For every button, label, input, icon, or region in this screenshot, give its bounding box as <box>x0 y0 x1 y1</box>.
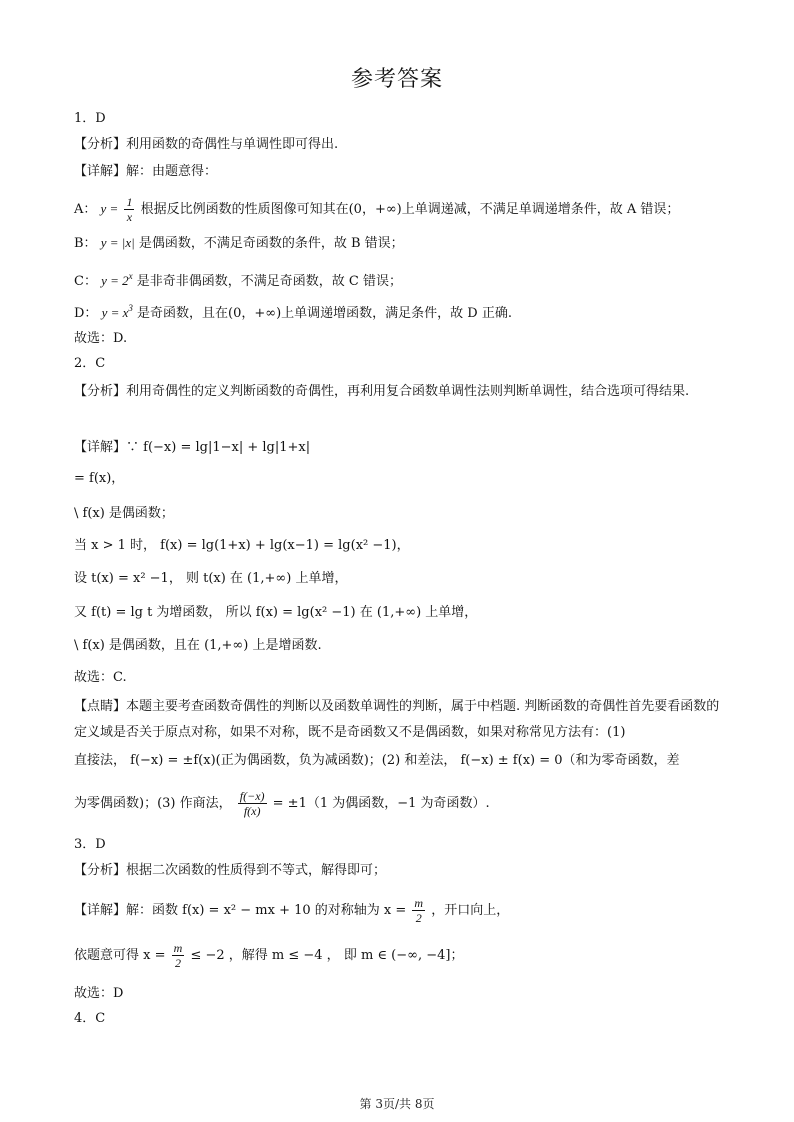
q2-note-3-post: = ±1（1 为偶函数，−1 为奇函数）. <box>272 796 490 811</box>
q1-d-formula: $y = x^3$ <box>101 303 133 320</box>
q2-quotient-fraction: $\frac{f(-x)}{f(x)}$ <box>239 789 265 818</box>
q2-note-3 <box>74 784 724 824</box>
q2-eq: = f(x)， <box>74 471 125 486</box>
q2-also: 又 f(t) = lg t 为增函数， 所以 f(x) = lg(x² −1) 在 (1,+∞) 上单增， <box>74 605 478 620</box>
q3-detail-post: ，开口向上， <box>431 903 510 918</box>
q2-detail: 【详解】∵ f(−x) = lg|1−x| + lg|1+x| <box>74 440 311 455</box>
q1-a-prefix: A： <box>74 202 97 217</box>
q2-when: 当 x > 1 时， f(x) = lg(1+x) + lg(x−1) = lg(x² −1)， <box>74 538 410 553</box>
q3-from <box>74 938 724 974</box>
q3-from-pre: 依题意可得 x = <box>74 948 166 963</box>
q2-note-3-pre: 为零偶函数)；(3) 作商法， <box>74 796 232 811</box>
q2-note-1: 【点睛】本题主要考查函数奇偶性的判断以及函数单调性的判断，属于中档题. 判断函数的奇偶性首先要看函数的定义域是否关于原点对称，如果不对称，既不是奇函数又不是偶函数，如果对称常见方法有：(1) <box>74 699 720 740</box>
page-footer: 第 3页/共 8页 <box>359 1097 435 1111</box>
q4-number: 4．C <box>74 1011 106 1026</box>
q1-d-text: 是奇函数，且在(0，+∞)上单调递增函数，满足条件，故 D 正确. <box>137 306 512 321</box>
q1-detail: 【详解】解：由题意得： <box>74 164 218 179</box>
q3-choose: 故选：D <box>74 986 124 1001</box>
q3-axis-fraction: $\frac{m}{2}$ <box>414 896 424 925</box>
q2-number: 2．C <box>74 356 106 371</box>
q1-option-a <box>74 195 724 224</box>
q1-d-prefix: D： <box>74 306 98 321</box>
q1-c-formula: $y = 2^x$ <box>101 271 133 288</box>
q1-c-text: 是非奇非偶函数，不满足奇函数，故 C 错误； <box>136 274 402 289</box>
q1-number: 1．D <box>74 111 106 126</box>
q1-a-formula: y = <box>100 201 119 216</box>
q1-a-fraction: $\frac{1}{x}$ <box>126 195 133 224</box>
q3-detail-pre: 【详解】解：函数 f(x) = x² − mx + 10 的对称轴为 x = <box>74 903 407 918</box>
page-title: 参考答案 <box>350 67 443 92</box>
q2-analysis: 【分析】利用奇偶性的定义判断函数的奇偶性，再利用复合函数单调性法则判断单调性，结合选项可得结果. <box>74 384 690 399</box>
q1-b-formula: y = |x| <box>100 235 135 250</box>
q1-option-c <box>74 267 724 291</box>
q2-even: \ f(x) 是偶函数； <box>74 506 174 521</box>
q3-from-post: ≤ −2 ，解得 m ≤ −4 ， 即 m ∈ (−∞, −4]； <box>190 948 464 963</box>
q1-c-prefix: C： <box>74 274 97 289</box>
q3-analysis: 【分析】根据二次函数的性质得到不等式，解得即可； <box>74 863 387 878</box>
q1-option-d <box>74 299 724 323</box>
q1-option-b <box>74 234 724 253</box>
q3-detail <box>74 893 724 929</box>
q1-choose: 故选：D. <box>74 331 128 346</box>
q1-b-text: 是偶函数，不满足奇函数的条件，故 B 错误； <box>138 236 404 251</box>
q2-let: 设 t(x) = x² −1， 则 t(x) 在 (1,+∞) 上单增， <box>74 571 348 586</box>
q2-conclusion: \ f(x) 是偶函数，且在 (1,+∞) 上是增函数. <box>74 638 322 653</box>
q3-number: 3．D <box>74 837 106 852</box>
q1-b-prefix: B： <box>74 236 97 251</box>
q1-analysis: 【分析】利用函数的奇偶性与单调性即可得出. <box>74 137 339 152</box>
q2-choose: 故选：C. <box>74 670 127 685</box>
q2-note-2: 直接法， f(−x) = ±f(x)(正为偶函数，负为减函数)；(2) 和差法， f(−x) ± f(x) = 0（和为零奇函数，差 <box>74 753 680 768</box>
q1-a-text: 根据反比例函数的性质图像可知其在(0，+∞)上单调递减，不满足单调递增条件，故 A 错误； <box>140 202 680 217</box>
q3-from-fraction: $\frac{m}{2}$ <box>173 941 183 970</box>
